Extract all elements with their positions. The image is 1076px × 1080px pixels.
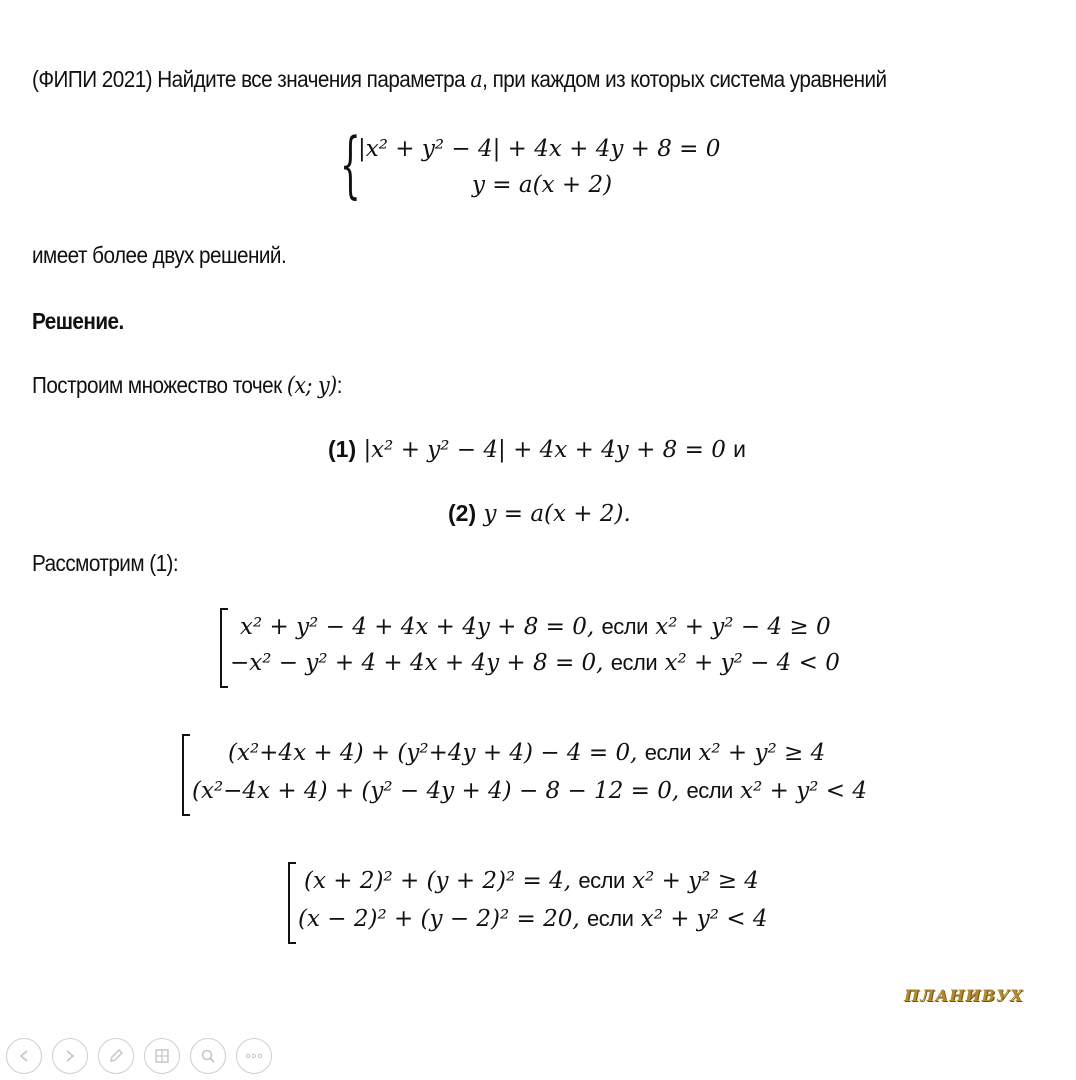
set3-row1-cond: x² + y² ≥ 4 (632, 868, 759, 894)
set3-row2 (298, 906, 768, 932)
slides-icon[interactable] (144, 1038, 180, 1074)
system-eq1-text: |x² + y² − 4| + 4x + 4y + 8 = 0 (358, 136, 721, 162)
pen-icon[interactable] (98, 1038, 134, 1074)
problem-intro-text: (ФИПИ 2021) Найдите все значения параметра (32, 66, 466, 92)
set1-bracket (220, 608, 228, 688)
set2-row2 (192, 778, 867, 804)
set1-row1-if: если (601, 614, 648, 639)
set3-row2-if: если (587, 906, 634, 931)
system-eq1 (358, 136, 720, 162)
set2-row1-cond: x² + y² ≥ 4 (698, 740, 826, 766)
item-2-label: (2) (448, 500, 477, 526)
set2-row1-if: если (644, 740, 692, 765)
set2-row2-if: если (686, 778, 733, 803)
consider-line: Рассмотрим (1): (32, 550, 179, 576)
system-brace: { (340, 122, 361, 206)
build-colon: : (336, 372, 342, 398)
item-1 (328, 436, 746, 463)
set2-row2-eq: (x²−4x + 4) + (y² − 4y + 4) − 8 − 12 = 0, (192, 778, 680, 804)
item-2-math: y = a(x + 2). (483, 501, 631, 527)
build-line (32, 372, 342, 399)
set3-row1-if: если (578, 868, 625, 893)
set3-row2-eq: (x − 2)² + (y − 2)² = 20, (298, 906, 580, 932)
set1-row1-cond: x² + y² − 4 ≥ 0 (655, 614, 831, 640)
set3-bracket (288, 862, 296, 944)
set3-row1 (304, 868, 759, 894)
set1-row2-eq: −x² − y² + 4 + 4x + 4y + 8 = 0, (230, 650, 604, 676)
set1-row1-eq: x² + y² − 4 + 4x + 4y + 8 = 0, (240, 614, 595, 640)
build-text: Построим множество точек (32, 372, 282, 398)
set2-row2-cond: x² + y² < 4 (740, 778, 867, 804)
set2-bracket (182, 734, 190, 816)
slideshow-toolbar (6, 1038, 272, 1074)
parameter-a: a (470, 67, 483, 93)
system-eq2-text: y = a(x + 2) (472, 172, 613, 198)
author-signature: ПЛАНИВУХ (904, 986, 1024, 1005)
set1-row1 (240, 614, 831, 640)
set3-row2-cond: x² + y² < 4 (640, 906, 768, 932)
set1-row2-if: если (610, 650, 658, 675)
item-1-math: |x² + y² − 4| + 4x + 4y + 8 = 0 (363, 437, 726, 463)
problem-outro: имеет более двух решений. (32, 242, 287, 268)
set1-row2-cond: x² + y² − 4 < 0 (664, 650, 840, 676)
item-1-label: (1) (328, 436, 357, 462)
problem-intro (32, 66, 887, 93)
zoom-icon[interactable] (190, 1038, 226, 1074)
next-icon[interactable] (52, 1038, 88, 1074)
set2-row1 (228, 740, 825, 766)
more-icon[interactable] (236, 1038, 272, 1074)
set3-row1-eq: (x + 2)² + (y + 2)² = 4, (304, 868, 572, 894)
set1-row2 (230, 650, 840, 676)
item-1-and: и (733, 436, 747, 462)
prev-icon[interactable] (6, 1038, 42, 1074)
item-2 (448, 500, 631, 527)
build-math: (x; y) (286, 373, 337, 399)
system-eq2 (472, 172, 612, 198)
solution-heading: Решение. (32, 308, 124, 334)
problem-intro-end: , при каждом из которых система уравнений (482, 66, 887, 92)
set2-row1-eq: (x²+4x + 4) + (y²+4y + 4) − 4 = 0, (228, 740, 638, 766)
